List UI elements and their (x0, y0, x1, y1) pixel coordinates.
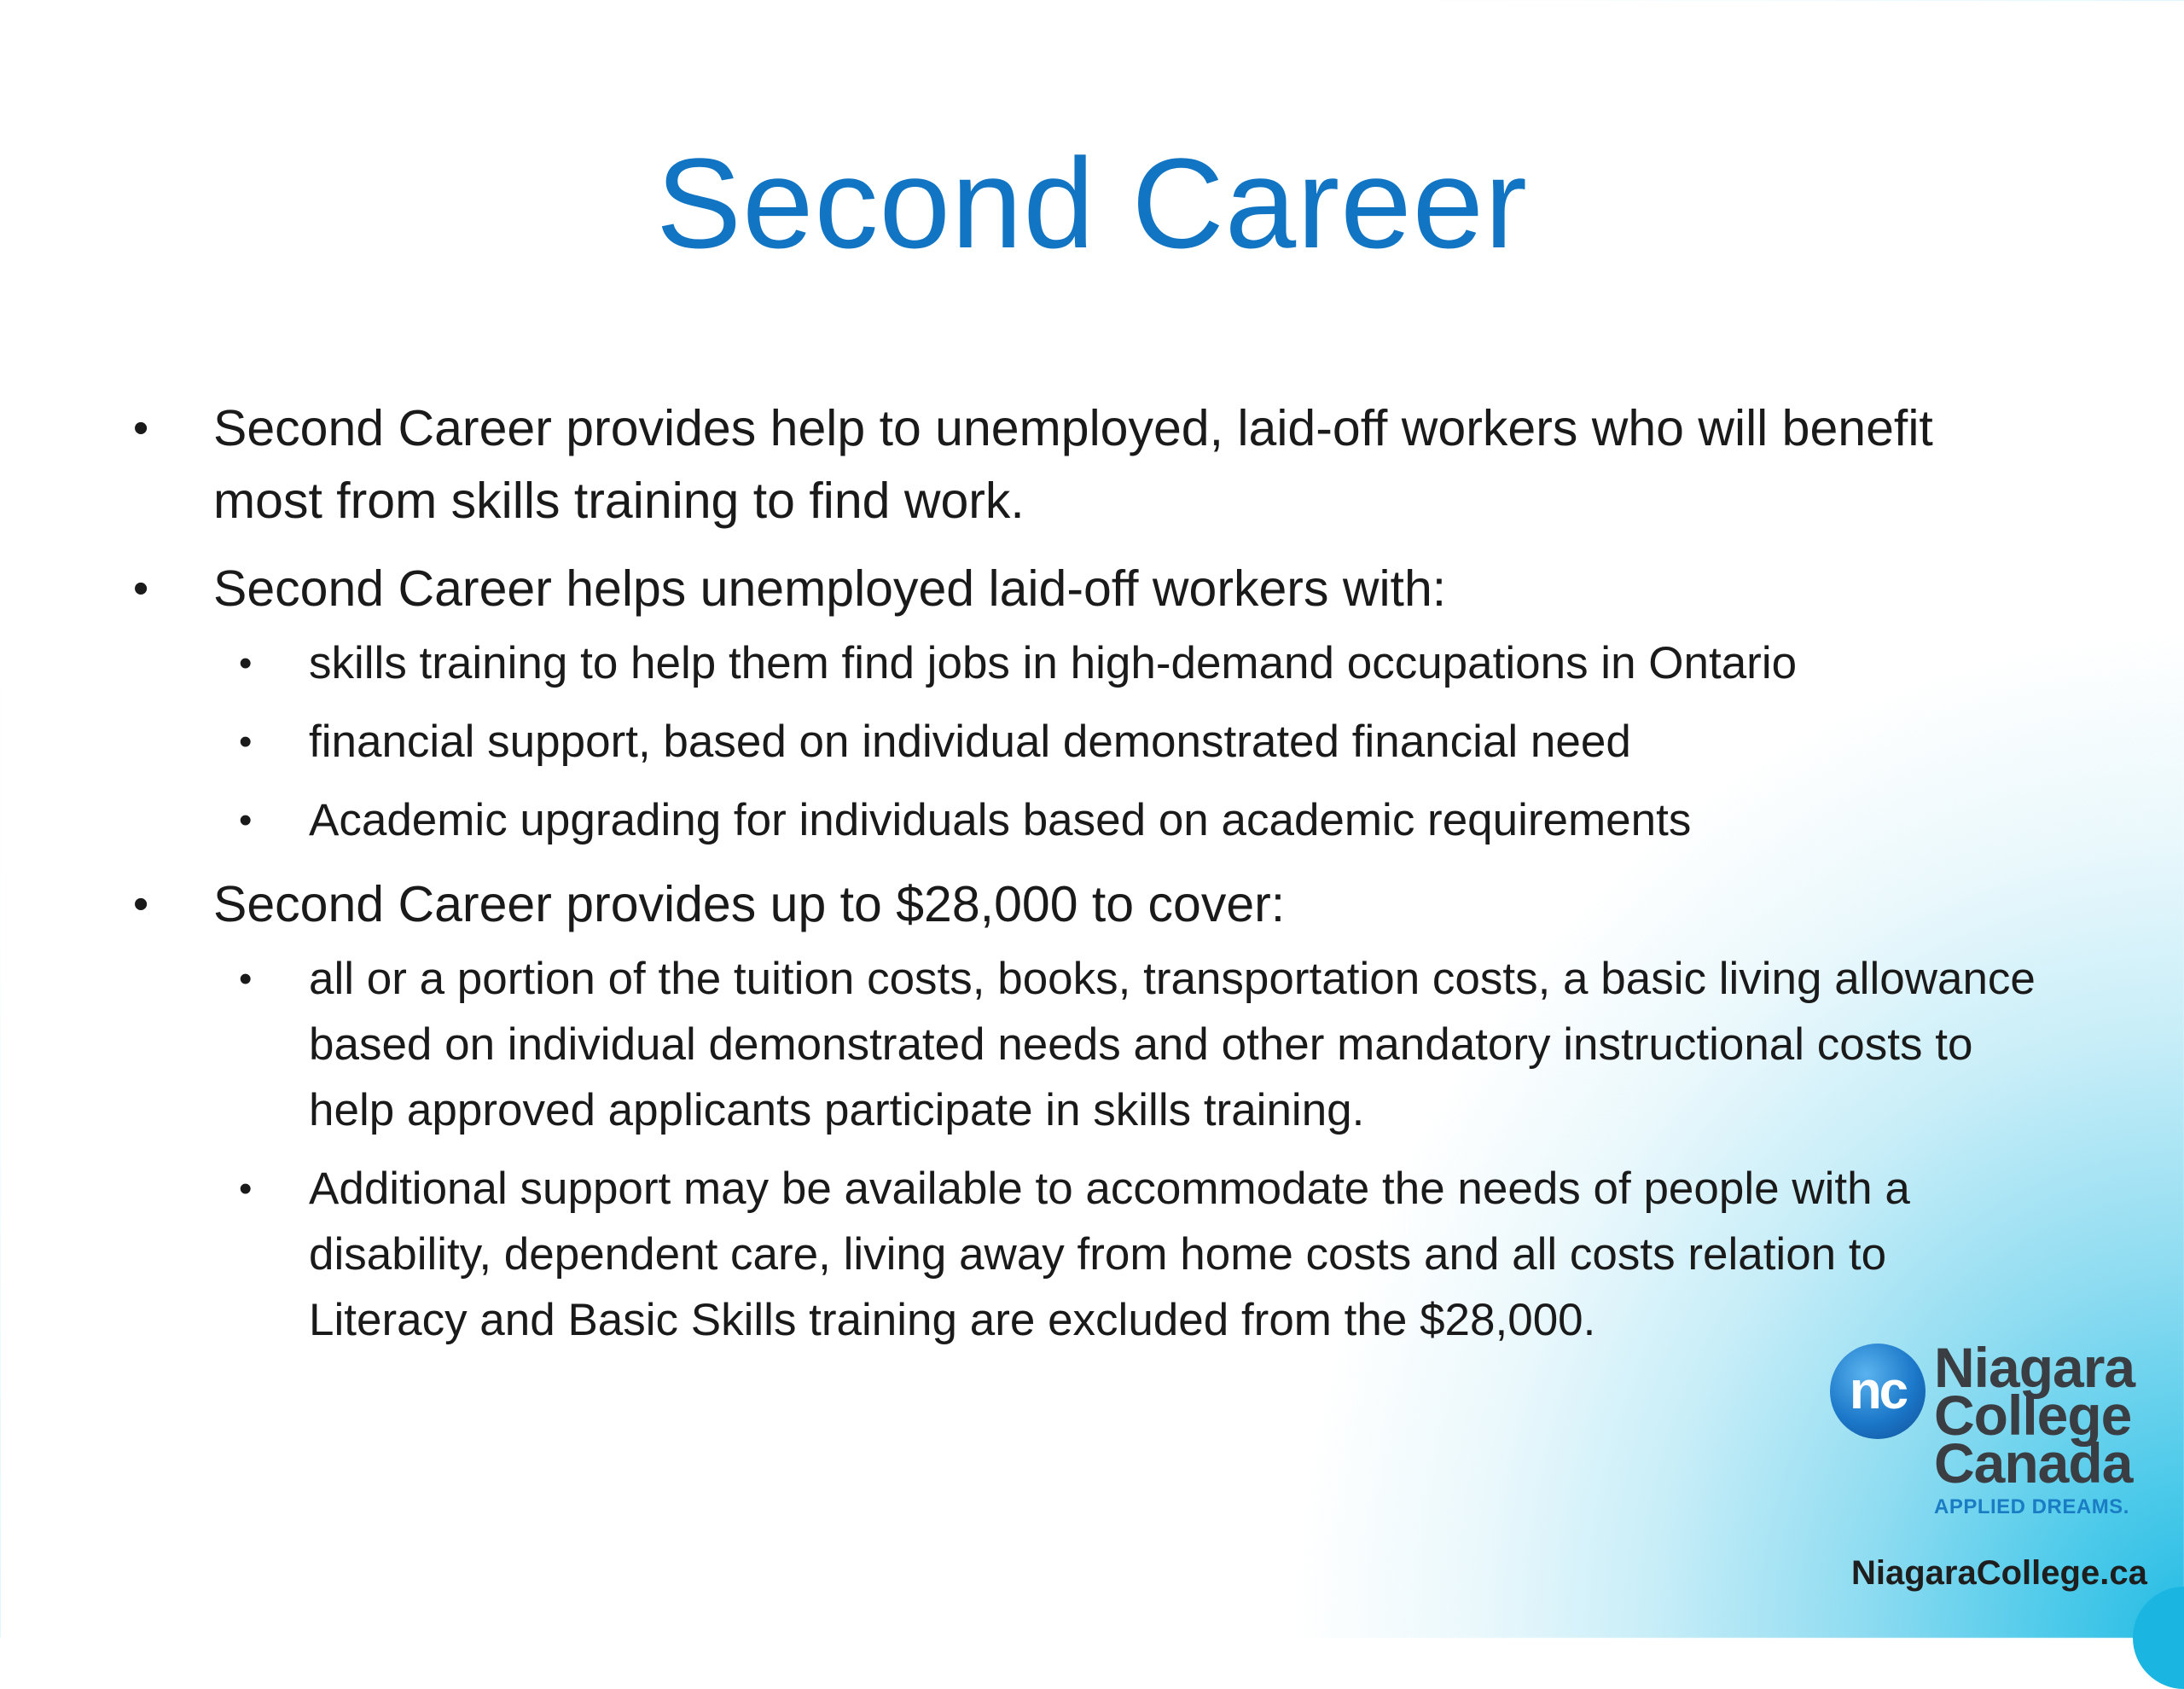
bullet-item (128, 553, 2056, 853)
sub-bullet-text: financial support, based on individual demonstrated financial need (309, 717, 1631, 767)
logo-line: Canada (1934, 1431, 2133, 1495)
sub-bullet-text: skills training to help them find jobs in high-demand occupations in Ontario (309, 638, 1798, 688)
bullet-text: Second Career provides up to $28,000 to cover: (213, 876, 1286, 932)
sub-bullet-item (128, 946, 2056, 1143)
sub-bullet-item (128, 787, 2056, 853)
bullet-item (128, 868, 2056, 1353)
bullet-dot: • (239, 721, 253, 763)
bullet-dot: • (133, 403, 149, 453)
bullet-text: Second Career helps unemployed laid-off workers with: (213, 560, 1447, 617)
nc-logo-badge: nc (1830, 1344, 1926, 1439)
sub-bullet-item (128, 1156, 2056, 1353)
sub-bullet-list (213, 946, 2056, 1353)
corner-decoration (2133, 1587, 2184, 1689)
niagara-college-logo (1830, 1336, 2137, 1523)
sub-bullet-text: Additional support may be available to accommodate the needs of people with a disability, dependent care, living away from home costs and all costs relation to Literacy and Basic Skills training are excluded from the $28,000. (309, 1164, 1910, 1345)
bullet-dot: • (133, 564, 149, 613)
website-url: NiagaraCollege.ca (1851, 1554, 2147, 1592)
sub-bullet-text: all or a portion of the tuition costs, books, transportation costs, a basic living allowance based on individual demonstrated needs and other mandatory instructional costs to help approved applicants participate in skills training. (309, 954, 2036, 1135)
sub-bullet-text: Academic upgrading for individuals based on academic requirements (309, 795, 1692, 845)
logo-wordmark (1934, 1336, 2139, 1495)
logo-line: Niagara (1934, 1336, 2135, 1399)
bullet-dot: • (239, 958, 253, 1000)
bullet-dot: • (133, 879, 149, 929)
bullet-dot: • (239, 642, 253, 684)
bullet-item (128, 392, 2056, 537)
bullet-text: Second Career provides help to unemployed, laid-off workers who will benefit most from skills training to find work. (213, 400, 1933, 529)
sub-bullet-list (213, 630, 2056, 853)
bullet-dot: • (239, 1168, 253, 1210)
logo-tagline: APPLIED DREAMS. (1934, 1495, 2129, 1518)
bullet-list (128, 392, 2056, 1368)
sub-bullet-item (128, 709, 2056, 775)
sub-bullet-item (128, 630, 2056, 696)
logo-line: College (1934, 1384, 2132, 1447)
bullet-dot: • (239, 799, 253, 841)
slide-title: Second Career (656, 131, 1528, 275)
